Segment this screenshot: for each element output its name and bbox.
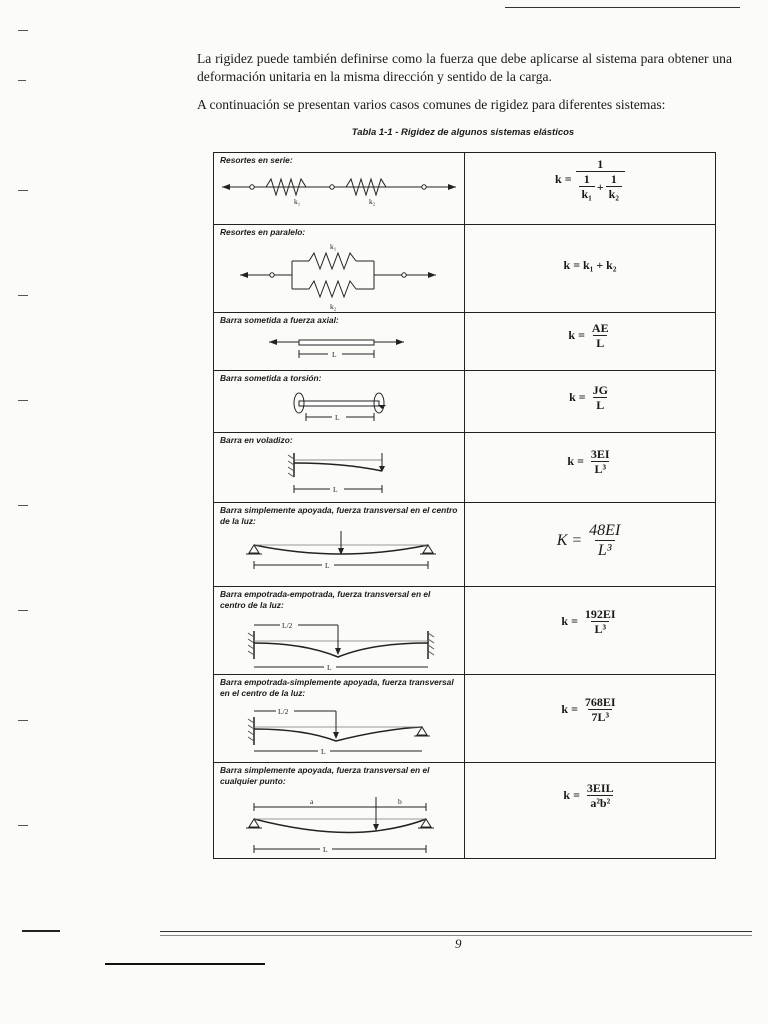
simply-supported-any-point-diagram (214, 789, 464, 859)
denominator: a²b² (587, 795, 613, 810)
k1-label: k₁ (294, 197, 301, 206)
numerator: 192EI (584, 607, 616, 621)
footer-rule (160, 931, 752, 932)
stiffness-formula (465, 383, 715, 412)
table-row (214, 503, 716, 587)
numerator: 1 (610, 172, 617, 186)
numerator: 768EI (584, 695, 616, 709)
table-row (214, 225, 716, 313)
fraction (588, 447, 613, 476)
axial-bar-diagram (214, 325, 464, 371)
case-label: Barra empotrada-simplemente apoyada, fuerza transversal en el centro de la luz: (220, 677, 454, 698)
stiffness-formula (465, 521, 715, 560)
case-label: Resortes en paralelo: (220, 227, 306, 237)
numerator: 48EI (589, 522, 621, 539)
top-scan-rule (505, 7, 740, 8)
intro-line: A continuación se presentan varios casos comunes de rigidez para diferentes sistemas: (197, 97, 666, 112)
case-cell (214, 675, 465, 763)
simply-supported-center-diagram (214, 527, 464, 587)
formula-lhs: k = (561, 702, 578, 716)
case-label: Barra sometida a torsión: (220, 373, 322, 383)
margin-mark (22, 930, 60, 932)
margin-mark (18, 505, 28, 506)
formula-lhs: k = (555, 171, 572, 186)
stiffness-formula (465, 695, 715, 724)
formula-lhs: k = (567, 454, 584, 468)
sub-fraction (579, 172, 595, 201)
page-number: 9 (455, 936, 462, 951)
margin-mark (18, 30, 28, 31)
stiffness-formula (465, 157, 715, 201)
stiffness-formula (465, 607, 715, 636)
length-label: L (332, 350, 337, 359)
half-length-label: L/2 (278, 707, 289, 716)
k2-label: k₂ (369, 197, 376, 206)
formula-cell (465, 225, 716, 313)
denominator: 7L³ (588, 709, 612, 724)
plus-sign: + (596, 179, 604, 194)
length-label: L (323, 845, 328, 854)
denominator (576, 171, 625, 201)
denominator: L³ (591, 621, 609, 636)
case-cell (214, 225, 465, 313)
springs-parallel-diagram (214, 239, 464, 313)
stiffness-formula (465, 781, 715, 810)
stiffness-formula (465, 447, 715, 476)
numerator: 1 (583, 172, 590, 186)
table-row (214, 371, 716, 433)
fraction (582, 607, 619, 636)
length-label: L (333, 485, 338, 494)
table-row (214, 763, 716, 859)
formula-cell (465, 587, 716, 675)
stiffness-formula (465, 321, 715, 350)
sub-fraction (606, 172, 622, 201)
formula-lhs: k = (561, 614, 578, 628)
table-row (214, 675, 716, 763)
scan-smudge (105, 963, 265, 965)
stiffness-formula (465, 258, 715, 273)
case-cell (214, 153, 465, 225)
denominator: k₂ (606, 186, 622, 201)
case-label: Barra simplemente apoyada, fuerza transversal en el cualquier punto: (220, 765, 430, 786)
denominator: L (593, 397, 607, 412)
fraction (589, 321, 612, 350)
half-length-label: L/2 (282, 621, 293, 630)
fixed-simply-supported-diagram (214, 699, 464, 763)
formula-text: k = k₁ + k₂ (563, 258, 617, 272)
formula-cell (465, 433, 716, 503)
margin-mark (18, 80, 26, 81)
table-row (214, 587, 716, 675)
denominator: L³ (591, 461, 609, 476)
table-row (214, 313, 716, 371)
denominator: L³ (595, 540, 615, 560)
fraction (576, 157, 625, 201)
denominator: k₁ (579, 186, 595, 201)
fixed-fixed-diagram (214, 611, 464, 675)
length-label: L (321, 747, 326, 756)
margin-mark (18, 610, 28, 611)
k2-label: k₂ (330, 302, 337, 311)
case-cell (214, 763, 465, 859)
case-label: Barra sometida a fuerza axial: (220, 315, 339, 325)
case-cell (214, 371, 465, 433)
a-label: a (310, 797, 314, 806)
table-caption: Tabla 1-1 - Rigidez de algunos sistemas elásticos (351, 127, 575, 138)
formula-cell (465, 371, 716, 433)
fraction (590, 383, 611, 412)
k1-label: k₁ (330, 242, 337, 251)
case-cell (214, 587, 465, 675)
formula-lhs: K = (556, 531, 583, 549)
intro-paragraph: La rigidez puede también definirse como la fuerza que debe aplicarse al sistema para obtener una deformación unitaria en la misma dirección y sentido de la carga. (197, 51, 732, 84)
case-cell (214, 503, 465, 587)
formula-lhs: k = (563, 788, 580, 802)
case-label: Barra en voladizo: (220, 435, 293, 445)
length-label: L (335, 413, 340, 422)
numerator: 1 (597, 157, 604, 171)
length-label: L (327, 663, 332, 672)
numerator: 3EIL (586, 781, 614, 795)
case-cell (214, 433, 465, 503)
numerator: JG (592, 383, 608, 397)
fraction (584, 781, 617, 810)
fraction (586, 521, 623, 560)
formula-cell (465, 675, 716, 763)
margin-mark (18, 720, 28, 721)
case-label: Barra empotrada-empotrada, fuerza transversal en el centro de la luz: (220, 589, 431, 610)
numerator: AE (591, 321, 609, 335)
case-cell (214, 313, 465, 371)
margin-mark (18, 400, 28, 401)
numerator: 3EI (590, 447, 610, 461)
formula-cell (465, 153, 716, 225)
case-label: Resortes en serie: (220, 155, 293, 165)
b-label: b (398, 797, 402, 806)
case-label: Barra simplemente apoyada, fuerza transversal en el centro de la luz: (220, 505, 458, 526)
stiffness-table (213, 152, 716, 859)
margin-mark (18, 825, 28, 826)
formula-cell (465, 503, 716, 587)
table-row (214, 153, 716, 225)
formula-cell (465, 763, 716, 859)
table-row (214, 433, 716, 503)
torsion-bar-diagram (214, 383, 464, 433)
formula-lhs: k = (569, 390, 586, 404)
denominator: L (593, 335, 607, 350)
margin-mark (18, 190, 28, 191)
formula-cell (465, 313, 716, 371)
margin-mark (18, 295, 28, 296)
cantilever-diagram (214, 447, 464, 503)
formula-lhs: k = (568, 328, 585, 342)
fraction (582, 695, 619, 724)
springs-series-diagram (214, 167, 464, 225)
length-label: L (325, 561, 330, 570)
